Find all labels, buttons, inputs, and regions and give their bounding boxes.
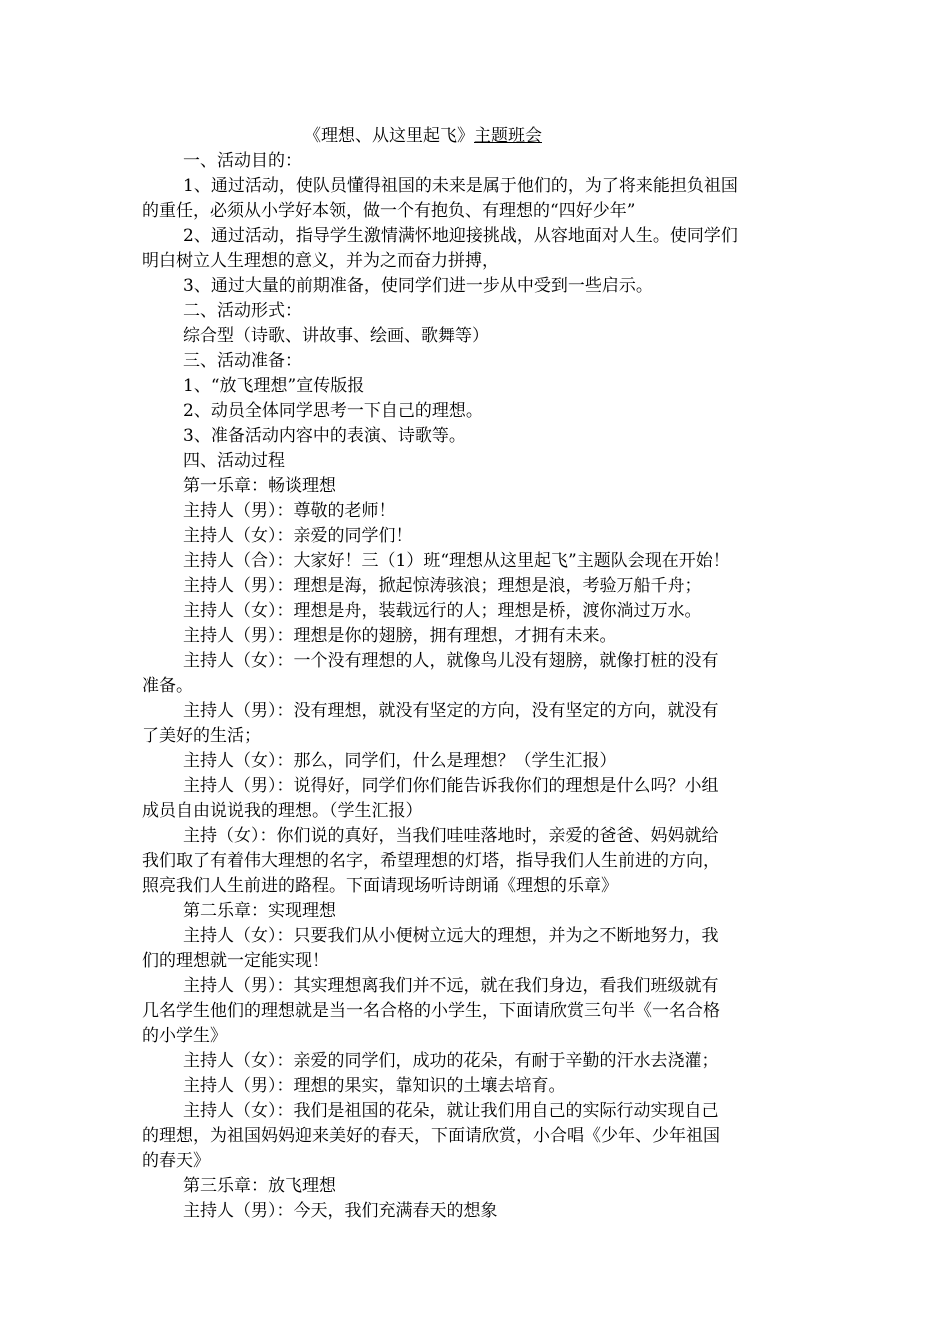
text-line: 三、活动准备： <box>183 351 302 371</box>
text-line: 的小学生》 <box>142 1026 227 1046</box>
document-body <box>142 124 820 1224</box>
text-line: 主持人（男）：今天，我们充满春天的想象 <box>183 1201 498 1221</box>
text-line: 1、“放飞理想”宣传版报 <box>183 376 365 396</box>
text-line: 第二乐章：实现理想 <box>183 901 336 921</box>
text-line: 综合型（诗歌、讲故事、绘画、歌舞等） <box>183 326 489 346</box>
text-line: 照亮我们人生前进的路程。下面请现场听诗朗诵《理想的乐章》 <box>142 876 618 896</box>
text-line: 3、通过大量的前期准备，使同学们进一步从中受到一些启示。 <box>183 276 653 296</box>
text-line: 明白树立人生理想的意义，并为之而奋力拼搏， <box>142 251 499 271</box>
text-line: 2、动员全体同学思考一下自己的理想。 <box>183 401 483 421</box>
text-line: 二、活动形式： <box>183 301 302 321</box>
text-line: 四、活动过程 <box>183 451 285 471</box>
text-line: 主持人（男）：理想是你的翅膀，拥有理想，才拥有未来。 <box>183 626 617 646</box>
text-line: 3、准备活动内容中的表演、诗歌等。 <box>183 426 466 446</box>
text-line: 第三乐章：放飞理想 <box>183 1176 336 1196</box>
text-line: 1、通过活动，使队员懂得祖国的未来是属于他们的，为了将来能担负祖国 <box>183 176 738 196</box>
text-line: 几名学生他们的理想就是当一名合格的小学生，下面请欣赏三句半《一名合格 <box>142 1001 720 1021</box>
text-line: 主持人（女）：我们是祖国的花朵，就让我们用自己的实际行动实现自己 <box>183 1101 719 1121</box>
text-line: 的春天》 <box>142 1151 210 1171</box>
document-lines <box>142 149 820 1224</box>
text-line: 主持人（女）：亲爱的同学们，成功的花朵，有耐于辛勤的汗水去浇灌； <box>183 1051 719 1071</box>
text-line: 主持人（男）：其实理想离我们并不远，就在我们身边，看我们班级就有 <box>183 976 719 996</box>
text-line: 主持人（男）：理想的果实，靠知识的土壤去培育。 <box>183 1076 566 1096</box>
text-line: 主持人（男）：没有理想，就没有坚定的方向，没有坚定的方向，就没有 <box>183 701 719 721</box>
document-title <box>142 124 820 149</box>
text-line: 一、活动目的： <box>183 151 302 171</box>
text-line: 主持人（男）：尊敬的老师！ <box>183 501 396 521</box>
text-line: 2、通过活动，指导学生激情满怀地迎接挑战，从容地面对人生。使同学们 <box>183 226 738 246</box>
text-line: 主持人（女）：那么，同学们，什么是理想？（学生汇报） <box>183 751 617 771</box>
text-line: 主持人（合）：大家好！三（1）班“理想从这里起飞”主题队会现在开始！ <box>183 551 730 571</box>
text-line: 的理想，为祖国妈妈迎来美好的春天，下面请欣赏，小合唱《少年、少年祖国 <box>142 1126 720 1146</box>
text-line: 我们取了有着伟大理想的名字，希望理想的灯塔，指导我们人生前进的方向， <box>142 851 720 871</box>
text-line: 了美好的生活； <box>142 726 261 746</box>
text-line: 主持人（女）：理想是舟，装载远行的人；理想是桥，渡你淌过万水。 <box>183 601 702 621</box>
text-line: 的重任，必须从小学好本领，做一个有抱负、有理想的“四好少年” <box>142 201 636 221</box>
text-line: 成员自由说说我的理想。（学生汇报） <box>142 801 423 821</box>
text-line: 准备。 <box>142 676 193 696</box>
text-line: 第一乐章：畅谈理想 <box>183 476 336 496</box>
text-line: 主持人（女）：一个没有理想的人，就像鸟儿没有翅膀，就像打桩的没有 <box>183 651 719 671</box>
text-line: 们的理想就一定能实现！ <box>142 951 329 971</box>
text-line: 主持（女）：你们说的真好，当我们哇哇落地时，亲爱的爸爸、妈妈就给 <box>183 826 719 846</box>
text-line: 主持人（男）：理想是海，掀起惊涛骇浪；理想是浪，考验万船千舟； <box>183 576 702 596</box>
text-line: 主持人（男）：说得好，同学们你们能告诉我你们的理想是什么吗？小组 <box>183 776 719 796</box>
text-line: 主持人（女）：只要我们从小便树立远大的理想，并为之不断地努力，我 <box>183 926 719 946</box>
title-main: 《理想、从这里起飞》 <box>304 126 474 146</box>
title-underlined: 主题班会 <box>474 126 542 146</box>
text-line: 主持人（女）：亲爱的同学们！ <box>183 526 413 546</box>
